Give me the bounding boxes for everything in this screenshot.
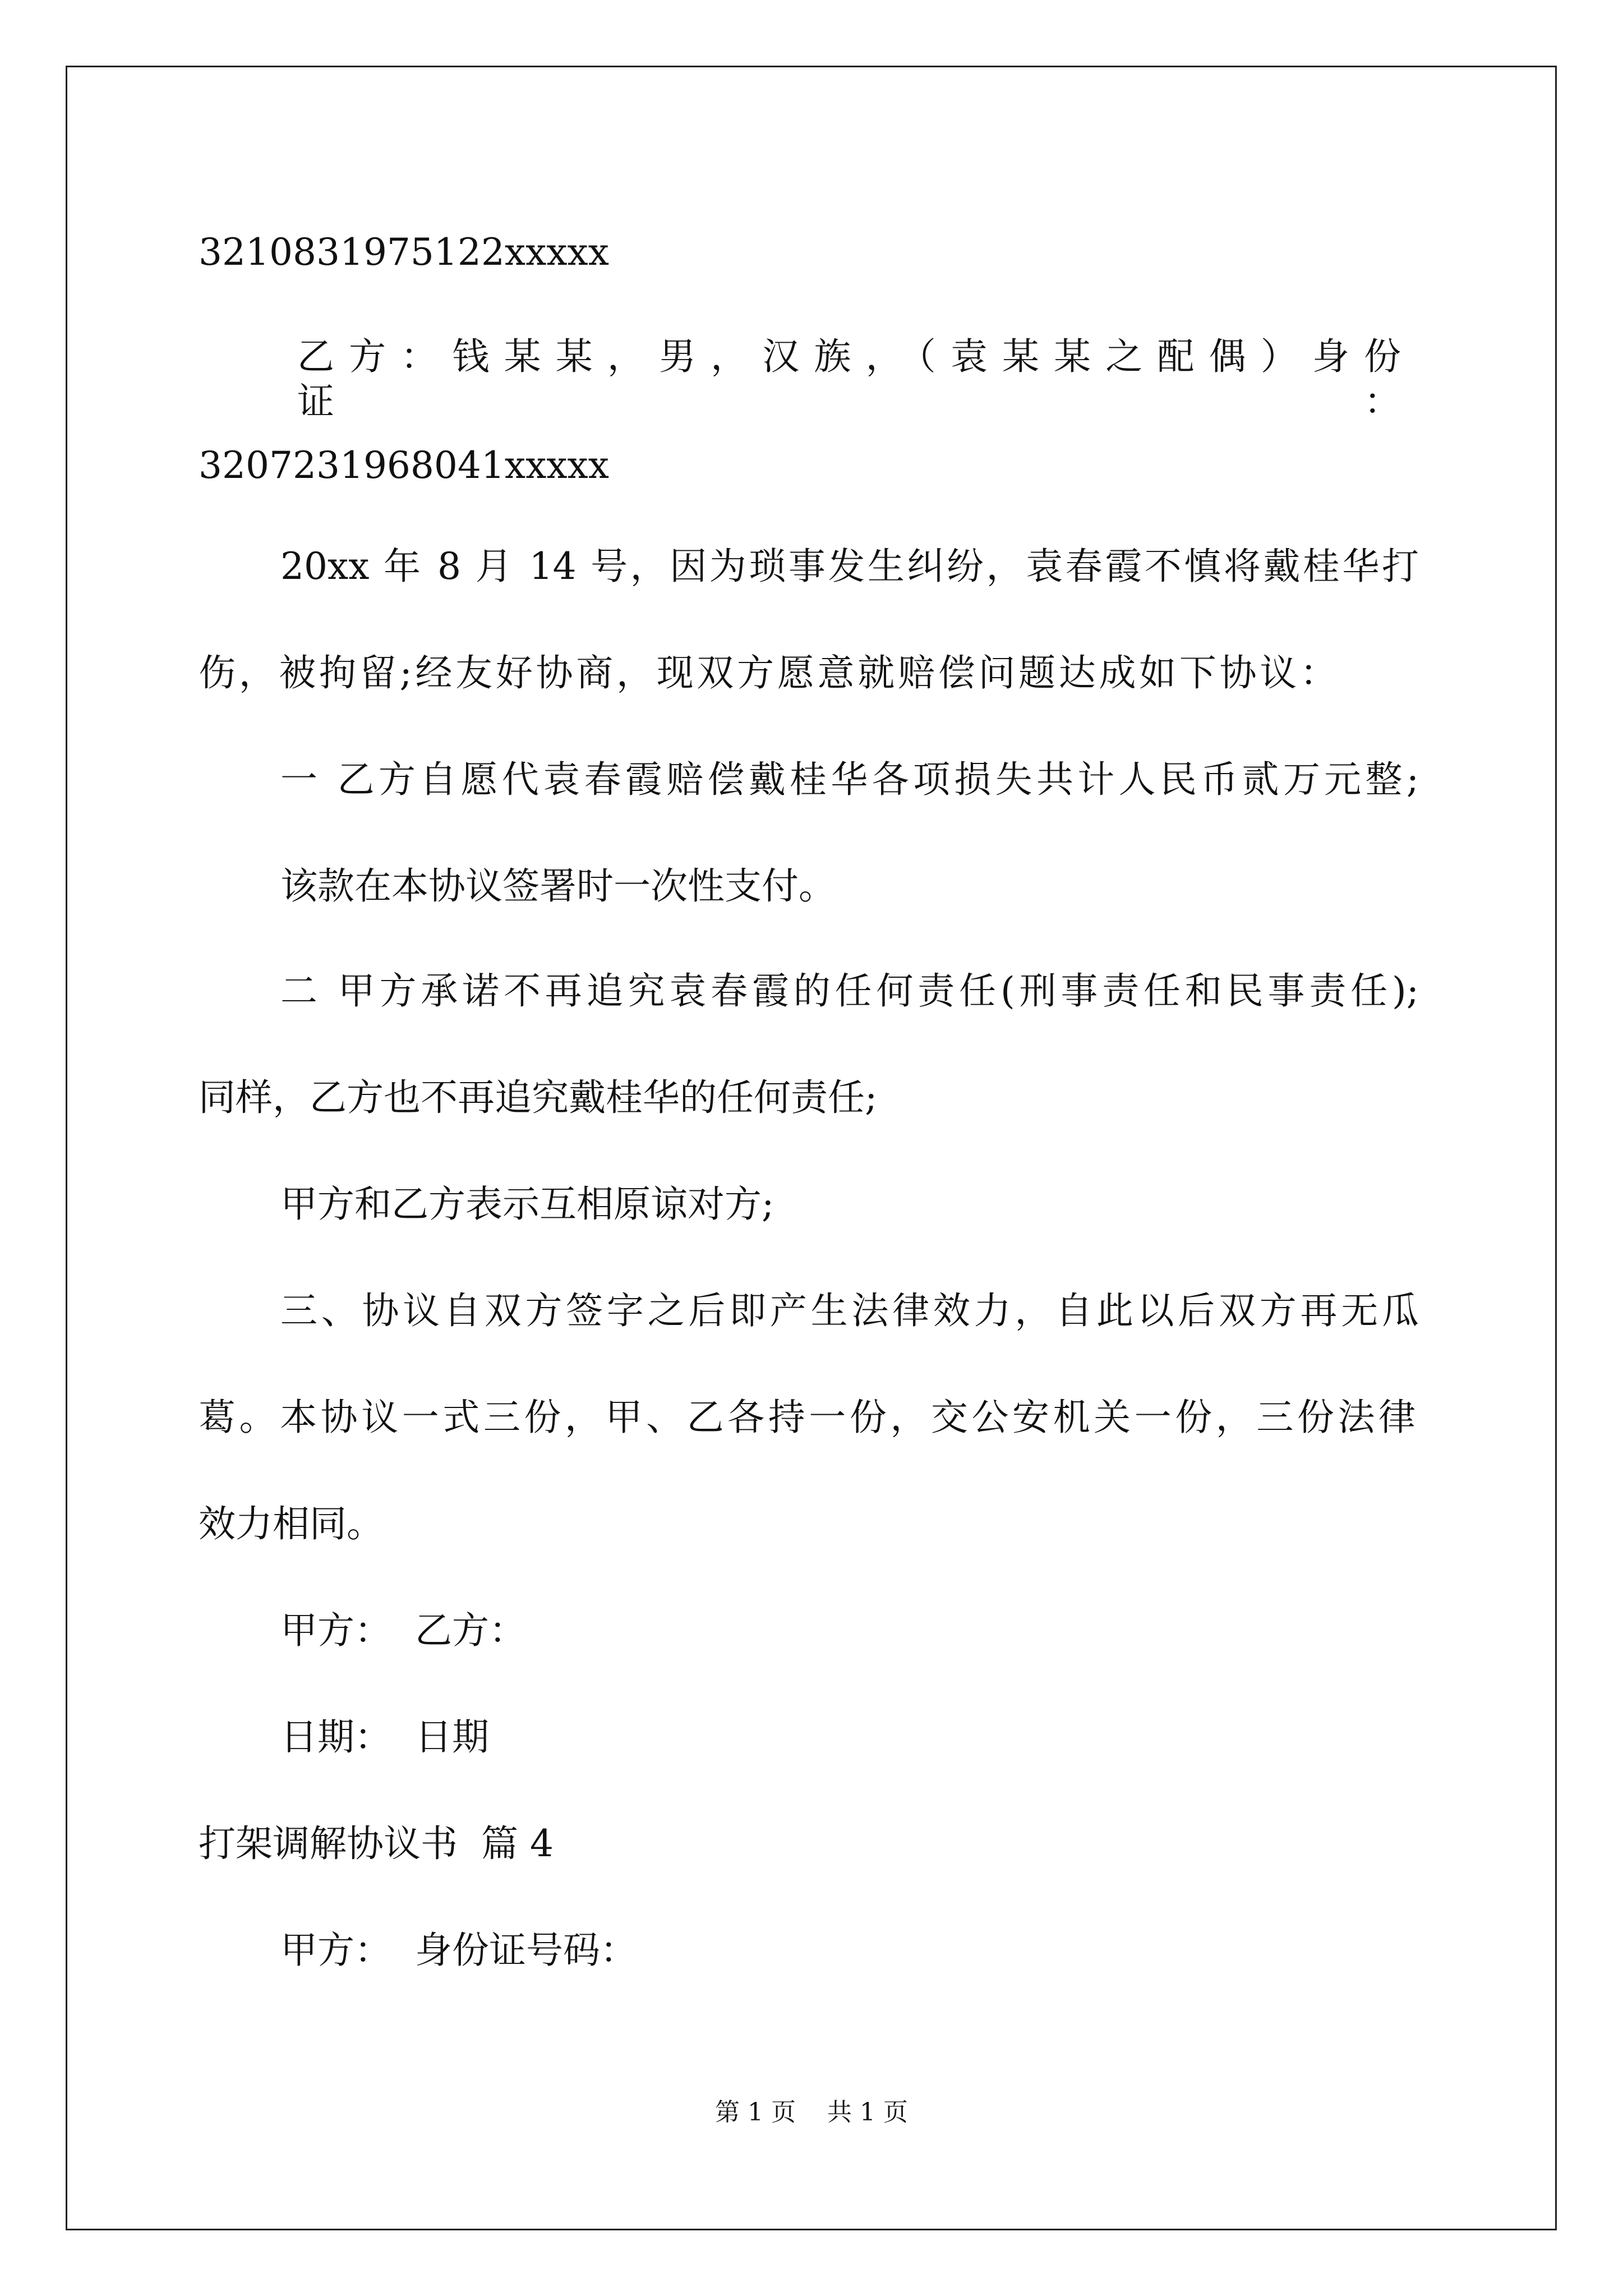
page-footer: 第 1 页 共 1 页 bbox=[715, 2098, 908, 2127]
clause-three-line-1: 三、协议自双方签字之后即产生法律效力，自此以后双方再无瓜 bbox=[280, 1289, 1419, 1332]
party-b-line: 乙方：钱某某，男，汉族，（袁某某之配偶）身份证： bbox=[297, 335, 1413, 423]
clause-two-line-3: 甲方和乙方表示互相原谅对方; bbox=[280, 1182, 774, 1226]
clause-one-line-1: 一 乙方自愿代袁春霞赔偿戴桂华各项损失共计人民币贰万元整; bbox=[280, 758, 1419, 801]
party-b-id-line: 3207231968041xxxxx bbox=[199, 444, 609, 487]
paragraph-incident-line-1: 20xx 年 8 月 14 号，因为琐事发生纠纷，袁春霞不慎将戴桂华打 bbox=[280, 545, 1419, 588]
party-a-id-line: 甲方： 身份证号码： bbox=[280, 1929, 637, 1972]
paragraph-incident-line-2: 伤，被拘留;经友好协商，现双方愿意就赔偿问题达成如下协议： bbox=[199, 651, 1337, 694]
signature-line: 甲方： 乙方： bbox=[280, 1609, 526, 1652]
clause-two-line-1: 二 甲方承诺不再追究袁春霞的任何责任(刑事责任和民事责任); bbox=[280, 969, 1419, 1013]
clause-three-line-3: 效力相同。 bbox=[199, 1502, 384, 1545]
id-number-line: 3210831975122xxxxx bbox=[199, 231, 609, 274]
clause-one-line-2: 该款在本协议签署时一次性支付。 bbox=[280, 864, 836, 908]
clause-three-line-2: 葛。本协议一式三份，甲、乙各持一份，交公安机关一份，三份法律 bbox=[199, 1396, 1415, 1439]
clause-two-line-2: 同样，乙方也不再追究戴桂华的任何责任; bbox=[199, 1076, 878, 1119]
date-line: 日期： 日期 bbox=[280, 1715, 489, 1759]
section-heading: 打架调解协议书 篇 4 bbox=[199, 1822, 554, 1865]
